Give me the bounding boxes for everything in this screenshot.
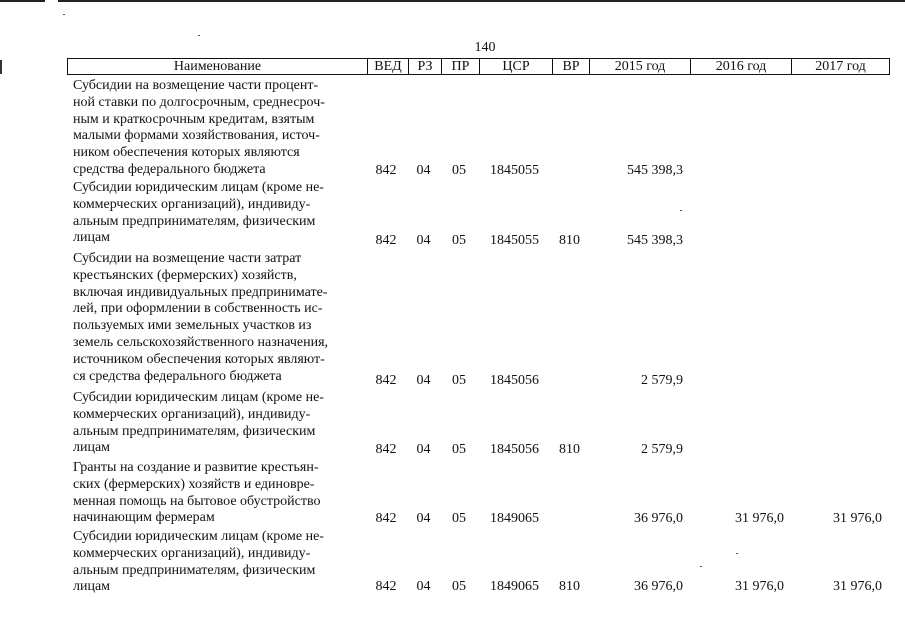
cell-vr: 810 [559, 579, 580, 594]
column-header-2016: 2016 год [690, 59, 791, 74]
cell-csr: 1845055 [490, 163, 539, 178]
cell-2015: 2 579,9 [641, 442, 683, 457]
cell-rz: 04 [416, 579, 431, 594]
column-header-pr: ПР [441, 59, 479, 74]
row-name: Гранты на создание и развитие крестьян- ских (фермерских) хозяйств и единовре- менная помощь на бытовое обустройство начинающим фермерам [73, 460, 321, 526]
scan-speck [736, 553, 738, 554]
column-header-rz: РЗ [408, 59, 441, 74]
cell-ved: 842 [375, 511, 397, 526]
cell-ved: 842 [375, 579, 397, 594]
cell-2015: 2 579,9 [641, 373, 683, 388]
cell-ved: 842 [375, 442, 397, 457]
cell-2016: 31 976,0 [735, 511, 784, 526]
scan-speck [198, 35, 200, 36]
row-name: Субсидии на возмещение части процент- ной ставки по долгосрочным, среднесроч- ным и краткосрочным кредитам, взятым малыми формами хозяйствования, источ- ником обеспечения которых являются средства федерального бюджета [73, 78, 325, 177]
cell-ved: 842 [375, 373, 397, 388]
cell-pr: 05 [452, 373, 466, 388]
cell-vr: 810 [559, 233, 580, 248]
scan-speck [700, 566, 702, 567]
cell-rz: 04 [416, 442, 431, 457]
cell-rz: 04 [416, 163, 431, 178]
cell-pr: 05 [452, 163, 466, 178]
cell-csr: 1849065 [490, 579, 539, 594]
row-name: Субсидии на возмещение части затрат крестьянских (фермерских) хозяйств, включая индивидуальных предпринимате- лей, при оформлении в собственность ис- пользуемых ими земельных участков из земель сельскохозяйственного назначения, источником обеспечения которых являют- ся средства федерального бюджета [73, 251, 329, 384]
cell-2016: 31 976,0 [735, 579, 784, 594]
row-name: Субсидии юридическим лицам (кроме не- коммерческих организаций), индивиду- альным предпринимателям, физическим лицам [73, 390, 324, 456]
cell-2015: 545 398,3 [627, 163, 683, 178]
column-header-2015: 2015 год [589, 59, 690, 74]
cell-pr: 05 [452, 442, 466, 457]
cell-rz: 04 [416, 373, 431, 388]
cell-csr: 1845055 [490, 233, 539, 248]
column-header-2017: 2017 год [791, 59, 889, 74]
cell-vr: 810 [559, 442, 580, 457]
column-header-ved: ВЕД [367, 59, 408, 74]
scan-speck [63, 14, 65, 15]
column-header-name: Наименование [173, 59, 262, 74]
cell-2015: 36 976,0 [634, 511, 683, 526]
cell-pr: 05 [452, 511, 466, 526]
cell-rz: 04 [416, 511, 431, 526]
cell-ved: 842 [375, 233, 397, 248]
cell-ved: 842 [375, 163, 397, 178]
cell-pr: 05 [452, 579, 466, 594]
page-number: 140 [474, 40, 496, 55]
cell-rz: 04 [416, 233, 431, 248]
top-border-line [0, 0, 45, 2]
cell-2017: 31 976,0 [833, 579, 882, 594]
cell-2017: 31 976,0 [833, 511, 882, 526]
scan-speck [680, 210, 682, 211]
row-name: Субсидии юридическим лицам (кроме не- коммерческих организаций), индивиду- альным предпринимателям, физическим лицам [73, 180, 324, 246]
cell-pr: 05 [452, 233, 466, 248]
cell-csr: 1845056 [490, 442, 539, 457]
cell-2015: 545 398,3 [627, 233, 683, 248]
column-header-csr: ЦСР [479, 59, 552, 74]
table-header [67, 58, 890, 75]
column-header-vr: ВР [552, 59, 589, 74]
top-border-line [58, 0, 905, 2]
left-edge-mark [0, 60, 2, 74]
cell-2015: 36 976,0 [634, 579, 683, 594]
cell-csr: 1849065 [490, 511, 539, 526]
cell-csr: 1845056 [490, 373, 539, 388]
row-name: Субсидии юридическим лицам (кроме не- коммерческих организаций), индивиду- альным предпринимателям, физическим лицам [73, 529, 324, 595]
